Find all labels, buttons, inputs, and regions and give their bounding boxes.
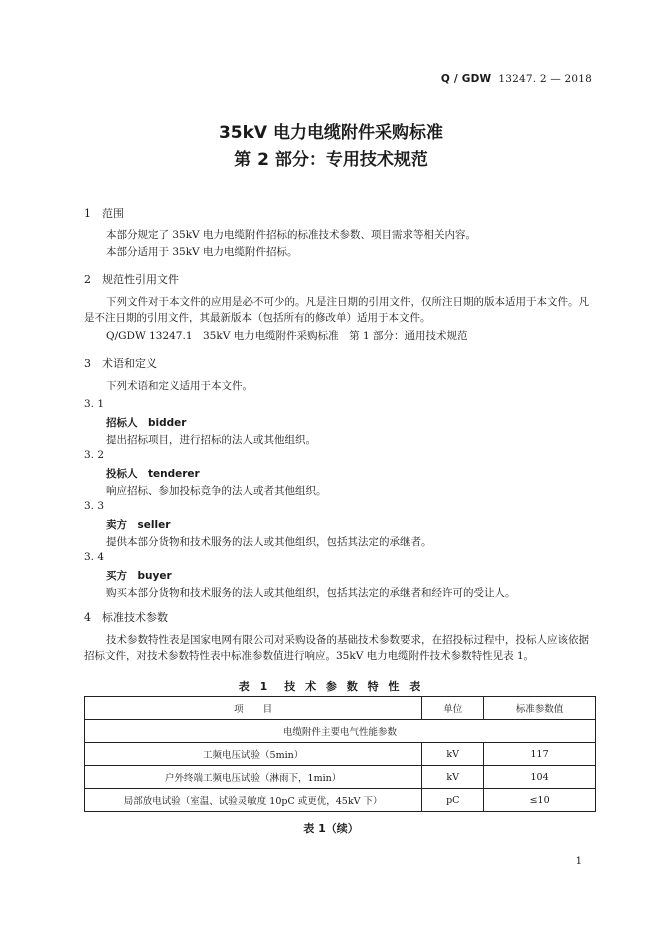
section-2-reference: Q/GDW 13247.1 35kV 电力电缆附件采购标准 第 1 部分：通用技术规范: [106, 330, 468, 342]
row-value: 104: [484, 766, 596, 789]
standard-code: [441, 73, 592, 85]
section-3-intro: 下列术语和定义适用于本文件。: [106, 380, 253, 392]
code-number: 13247. 2 — 2018: [498, 73, 592, 85]
term-definition: 提供本部分货物和技术服务的法人或其他组织，包括其法定的承继者。: [106, 536, 432, 548]
row-value: ≤10: [484, 789, 596, 812]
document-subtitle: 第 2 部分：专用技术规范: [234, 150, 428, 170]
section-4-heading: 4 标准技术参数: [84, 611, 168, 624]
section-1-para-1: 本部分规定了 35kV 电力电缆附件招标的标准技术参数、项目需求等相关内容。: [106, 229, 476, 241]
term-name: 投标人 tenderer: [106, 468, 200, 480]
section-4-para-1: 技术参数特性表是国家电网有限公司对采购设备的基础技术参数要求，在招投标过程中，投标人应该依据招标文件，对技术参数特性表中标准参数值进行响应。35kV 电力电缆附件技术参数特性见表 1。: [84, 634, 589, 662]
table-header-row: [85, 697, 596, 720]
term-number: 3. 4: [84, 551, 105, 563]
row-unit: kV: [422, 766, 484, 789]
table-row: [85, 743, 596, 766]
term-number: 3. 2: [84, 449, 105, 461]
header-item: 项 目: [85, 697, 422, 720]
section-2-para-1: 下列文件对于本文件的应用是必不可少的。凡是注日期的引用文件，仅所注日期的版本适用于本文件。凡是不注日期的引用文件，其最新版本（包括所有的修改单）适用于本文件。: [84, 296, 589, 324]
row-unit: kV: [422, 743, 484, 766]
section-3-heading: 3 术语和定义: [84, 357, 157, 370]
term-definition: 提出招标项目，进行招标的法人或其他组织。: [106, 434, 316, 446]
table-caption: 表 1 技 术 参 数 特 性 表: [238, 680, 424, 693]
row-item: 工频电压试验（5min）: [85, 743, 422, 766]
table-continued-label: 表 1（续）: [303, 822, 359, 835]
row-unit: pC: [422, 789, 484, 812]
spec-table: [84, 696, 596, 812]
group-label: 电缆附件主要电气性能参数: [85, 720, 596, 743]
table-group-row: [85, 720, 596, 743]
section-1-heading: 1 范围: [84, 207, 124, 220]
section-2-heading: 2 规范性引用文件: [84, 273, 179, 286]
page-number: 1: [575, 856, 582, 867]
term-name: 卖方 seller: [106, 519, 171, 531]
row-item: 局部放电试验（室温、试验灵敏度 10pC 或更优，45kV 下）: [85, 789, 422, 812]
term-definition: 响应招标、参加投标竞争的法人或者其他组织。: [106, 485, 327, 497]
term-number: 3. 3: [84, 500, 105, 512]
document-title: 35kV 电力电缆附件采购标准: [218, 123, 444, 143]
term-name: 招标人 bidder: [106, 417, 187, 429]
row-item: 户外终端工频电压试验（淋雨下，1min）: [85, 766, 422, 789]
code-prefix: Q / GDW: [440, 73, 492, 85]
table-row: [85, 766, 596, 789]
term-number: 3. 1: [84, 398, 105, 410]
section-1-para-2: 本部分适用于 35kV 电力电缆附件招标。: [106, 246, 298, 258]
term-definition: 购买本部分货物和技术服务的法人或其他组织，包括其法定的承继者和经许可的受让人。: [106, 587, 516, 599]
table-row: [85, 789, 596, 812]
row-value: 117: [484, 743, 596, 766]
header-value: 标准参数值: [484, 697, 596, 720]
term-name: 买方 buyer: [106, 570, 172, 582]
header-unit: 单位: [422, 697, 484, 720]
